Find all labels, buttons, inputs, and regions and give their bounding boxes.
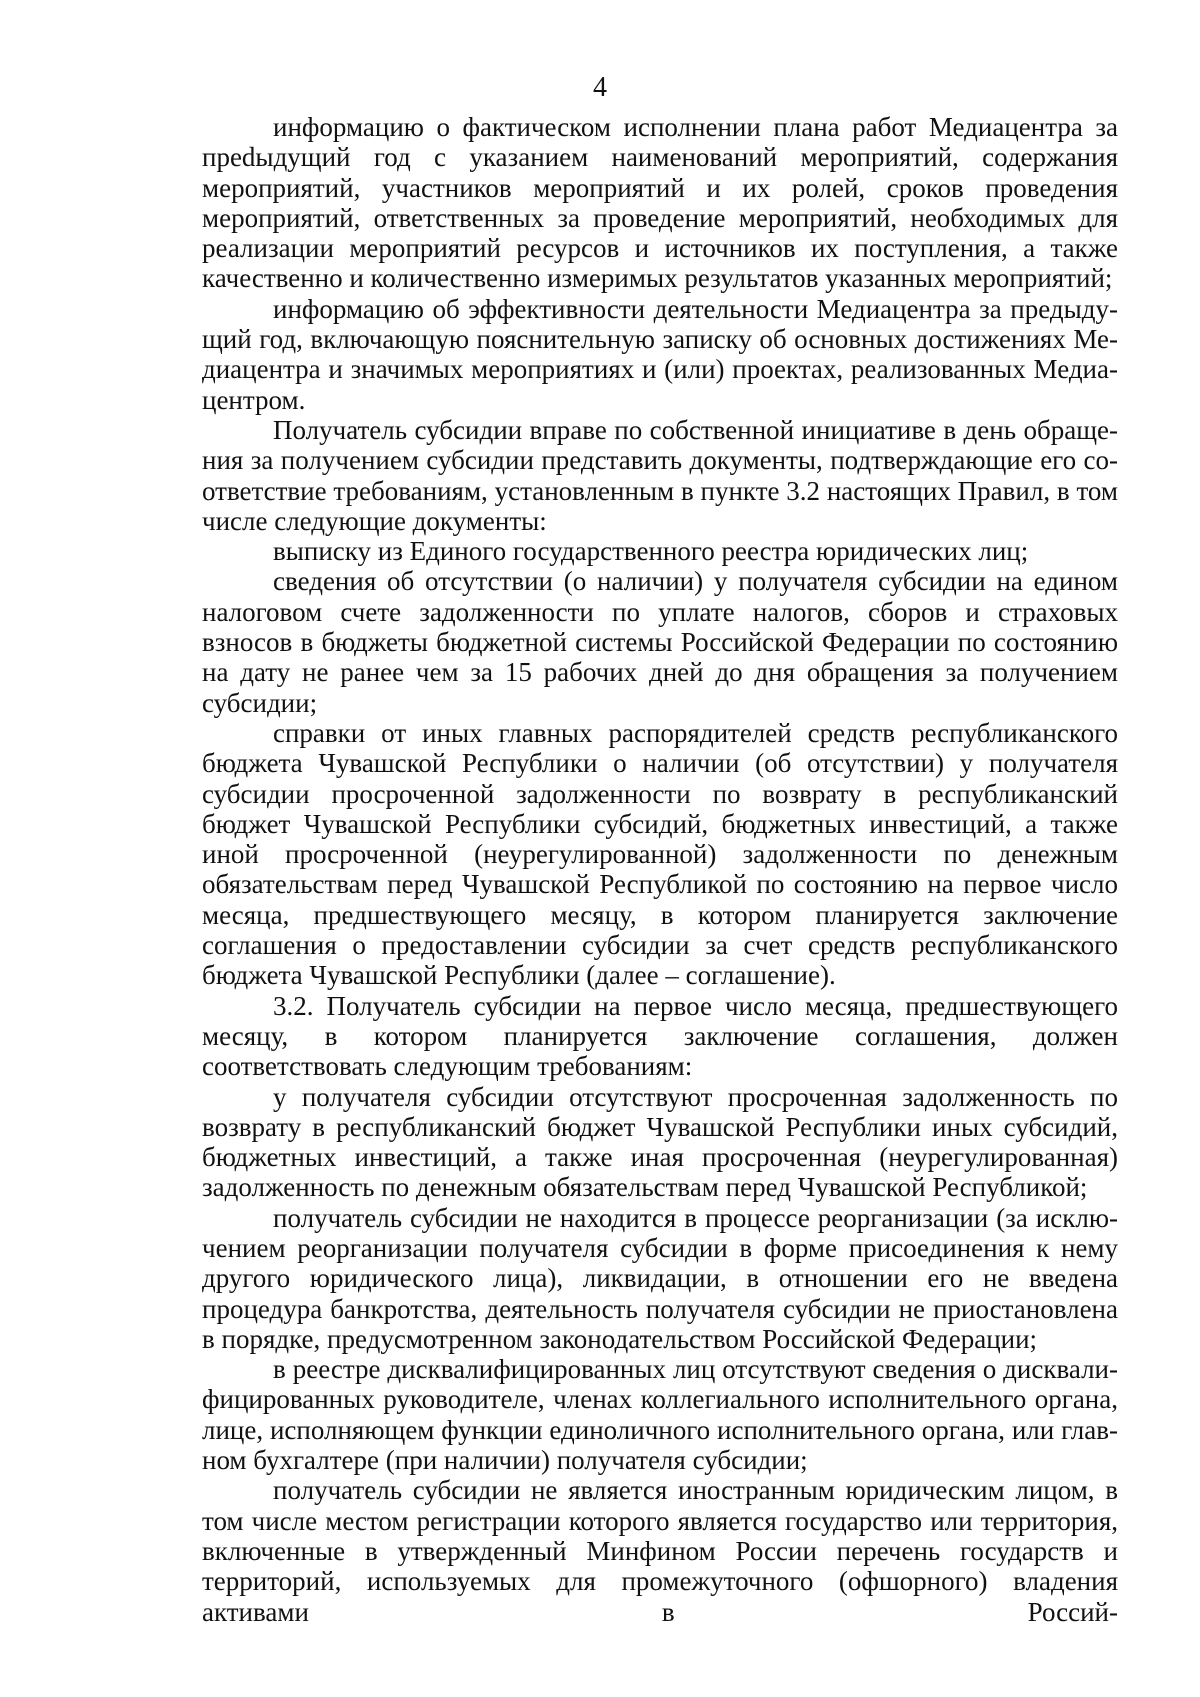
document-body [202, 112, 1118, 1627]
paragraph-registry-extract: выписку из Единого государственного реестра юридических лиц; [273, 536, 1029, 567]
paragraph-no-reorganization: получатель субсидии не находится в процессе реорганизации (за исключением реорганизации получателя субсидии в форме присоединения к нему другого юридического лица), ликвидации, в отношении его не введена процедура банкротства, деятельность получателя субсидии не приостановлена в порядке, предусмотренном законодательством Российской Федерации; [202, 1202, 1118, 1354]
paragraph-other-certificates: справки от иных главных распорядителей средств республиканского бюджета Чувашской Республики о наличии (об отсутствии) у получателя субсидии просроченной задолженности по возврату в республиканский бюджет Чувашской Республики субсидий, бюджетных инвестиций, а также иной просроченной (неурегулированной) задолженности по денежным обязательствам перед Чувашской Республикой по состоянию на первое число месяца, предшествующего месяцу, в котором планируется заключение соглашения о предоставлении субсидии за счет средств республиканского бюджета Чувашской Республики (далее – соглашение). [202, 717, 1118, 991]
paragraph-no-overdue-debt: у получателя субсидии отсутствуют просроченная задолженность по возврату в республиканский бюджет Чувашской Республики иных субсидий, бюджетных инвестиций, а также иная просроченная (неурегулированная) задолженность по денежным обязательствам перед Чувашской Республикой; [202, 1081, 1118, 1203]
paragraph-not-foreign-entity: получатель субсидии не является иностранным юридическим лицом, в том числе местом регистрации которого является государство или территория, включенные в утвержденный Минфином России перечень государств и территорий, используемых для промежуточного (офшорного) владения активами в Россий- [202, 1475, 1118, 1627]
paragraph-recipient-right: Получатель субсидии вправе по собственной инициативе в день обращения за получением субсидии представить документы, подтверждающие его соответствие требованиям, установленным в пункте 3.2 настоящих Правил, в том числе следующие документы: [202, 414, 1118, 536]
paragraph-section-3-2: 3.2. Получатель субсидии на первое число месяца, предшествующего месяцу, в котором планируется заключение соглашения, должен соответствовать следующим требованиям: [202, 990, 1118, 1082]
paragraph-disqualified-registry: в реестре дисквалифицированных лиц отсутствуют сведения о дисквалифицированных руководителе, членах коллегиального исполнительного органа, лице, исполняющем функции единоличного исполнительного органа, или главном бухгалтере (при наличии) получателя субсидии; [202, 1354, 1118, 1476]
page-number: 4 [593, 72, 607, 103]
paragraph-efficiency-info: информацию об эффективности деятельности Медиацентра за предыдущий год, включающую пояснительную записку об основных достижениях Медиацентра и значимых мероприятиях и (или) проектах, реализованных Медиацентром. [202, 293, 1118, 415]
paragraph-tax-debt-info: сведения об отсутствии (о наличии) у получателя субсидии на едином налоговом счете задолженности по уплате налогов, сборов и страховых взносов в бюджеты бюджетной системы Российской Федерации по состоянию на дату не ранее чем за 15 рабочих дней до дня обращения за получением субсидии; [202, 566, 1118, 718]
paragraph-plan-execution-info: информацию о фактическом исполнении плана работ Медиацентра за преdыдущий год с указанием наименований мероприятий, содержания мероприятий, участников мероприятий и их ролей, сроков проведения мероприятий, ответственных за проведение мероприятий, необходимых для реализации мероприятий ресурсов и источников их поступления, а также качественно и количественно измеримых результатов указанных мероприятий; [202, 112, 1118, 294]
